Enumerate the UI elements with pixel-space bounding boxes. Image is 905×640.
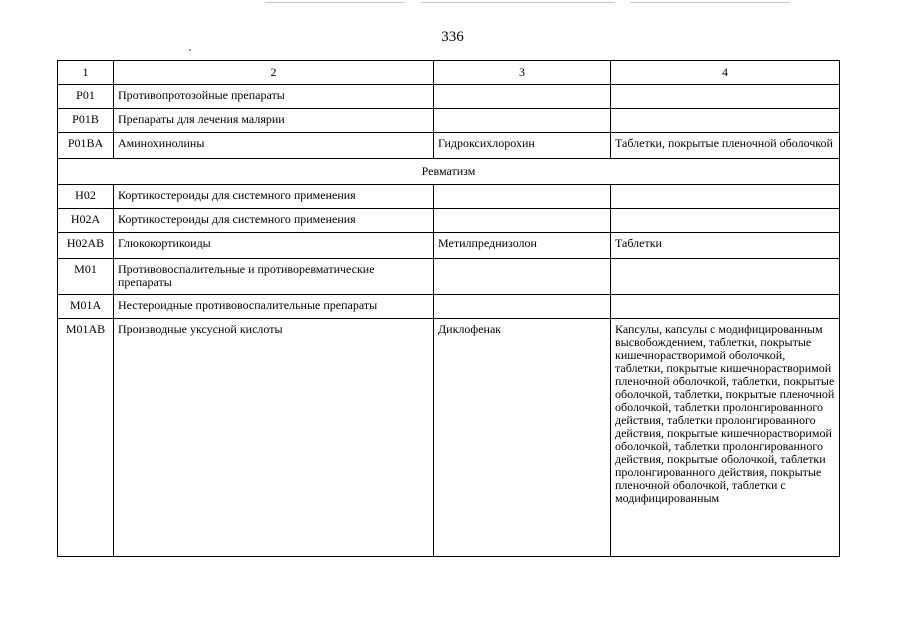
dosage-form-cell: Таблетки [611, 233, 840, 259]
scan-speck [189, 49, 191, 51]
substance-cell: Гидроксихлорохин [434, 133, 611, 159]
dosage-form-cell [611, 209, 840, 233]
dosage-form-cell [611, 109, 840, 133]
substance-cell: Диклофенак [434, 319, 611, 557]
group-name-cell: Кортикостероиды для системного применения [114, 185, 434, 209]
atc-code-cell: P01BA [58, 133, 114, 159]
column-number-3: 3 [434, 61, 611, 85]
dosage-form-cell: Таблетки, покрытые пленочной оболочкой [611, 133, 840, 159]
group-name-cell: Глюкокортикоиды [114, 233, 434, 259]
section-heading-row [58, 159, 840, 185]
dosage-form-cell: Капсулы, капсулы с модифицированным высвобождением, таблетки, покрытые кишечнорастворимой оболочкой, таблетки, покрытые кишечнорастворимой пленочной оболочкой, таблетки, покрытые оболочкой, таблетки, покрытые пленочной оболочкой, таблетки пролонгированного действия, таблетки пролонгированного действия, покрытые кишечнорастворимой оболочкой, таблетки пролонгированного действия, покрытые оболочкой, таблетки пролонгированного действия, покрытые пленочной оболочкой, таблетки с модифицированным [611, 319, 840, 557]
substance-cell [434, 109, 611, 133]
substance-cell [434, 185, 611, 209]
atc-code-cell: H02AB [58, 233, 114, 259]
group-name-cell: Противопротозойные препараты [114, 85, 434, 109]
dosage-form-cell [611, 185, 840, 209]
table-row [58, 185, 840, 209]
atc-code-cell: M01A [58, 295, 114, 319]
dosage-form-cell [611, 259, 840, 295]
scan-edge-line [420, 2, 615, 3]
table-header-row [58, 61, 840, 85]
table-row [58, 259, 840, 295]
group-name-cell: Противовоспалительные и противоревматические препараты [114, 259, 434, 295]
column-number-2: 2 [114, 61, 434, 85]
group-name-cell: Производные уксусной кислоты [114, 319, 434, 557]
table-row [58, 85, 840, 109]
dosage-form-cell [611, 85, 840, 109]
medication-table [57, 60, 840, 557]
column-number-1: 1 [58, 61, 114, 85]
scan-edge-line [265, 2, 405, 3]
substance-cell [434, 259, 611, 295]
group-name-cell: Кортикостероиды для системного применения [114, 209, 434, 233]
atc-code-cell: H02A [58, 209, 114, 233]
substance-cell [434, 209, 611, 233]
table-row [58, 109, 840, 133]
dosage-form-cell [611, 295, 840, 319]
table-row [58, 209, 840, 233]
substance-cell [434, 295, 611, 319]
substance-cell: Метилпреднизолон [434, 233, 611, 259]
scan-edge-line [630, 2, 790, 3]
section-heading: Ревматизм [58, 159, 840, 185]
table-row [58, 319, 840, 557]
table-row [58, 133, 840, 159]
atc-code-cell: P01 [58, 85, 114, 109]
substance-cell [434, 85, 611, 109]
page-number: 336 [441, 29, 464, 45]
atc-code-cell: M01 [58, 259, 114, 295]
table-row [58, 233, 840, 259]
group-name-cell: Аминохинолины [114, 133, 434, 159]
atc-code-cell: M01AB [58, 319, 114, 557]
table-row [58, 295, 840, 319]
group-name-cell: Нестероидные противовоспалительные препараты [114, 295, 434, 319]
column-number-4: 4 [611, 61, 840, 85]
atc-code-cell: H02 [58, 185, 114, 209]
atc-code-cell: P01B [58, 109, 114, 133]
group-name-cell: Препараты для лечения малярии [114, 109, 434, 133]
